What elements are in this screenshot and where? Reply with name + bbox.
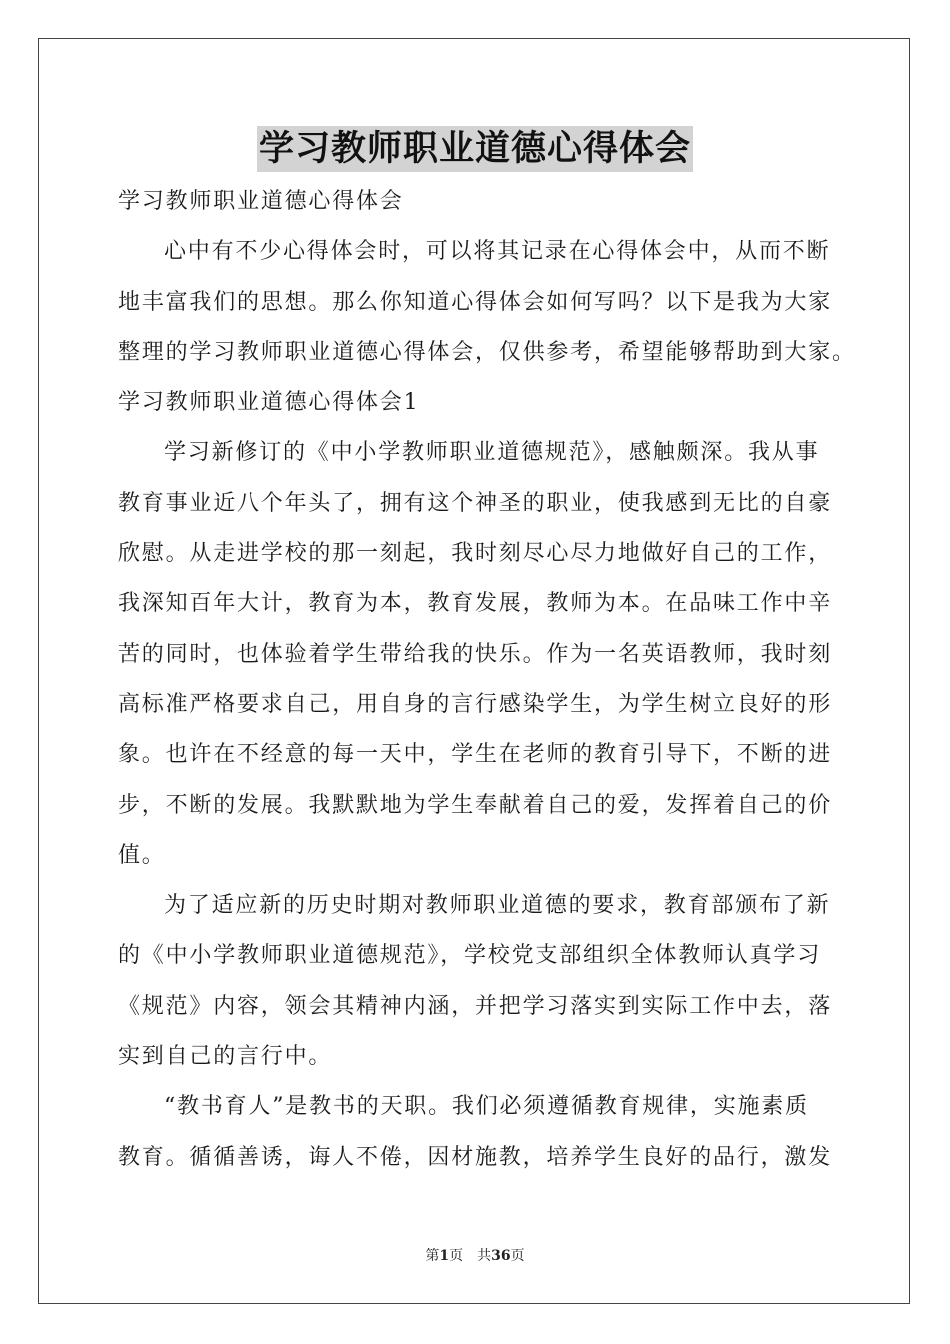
text-line: 的《中小学教师职业道德规范》，学校党支部组织全体教师认真学习 xyxy=(118,943,822,969)
text-line: 为了适应新的历史时期对教师职业道德的要求，教育部颁布了新 xyxy=(164,893,831,919)
footer-page-suffix: 页 xyxy=(449,1248,464,1264)
text-line: 实到自己的言行中。 xyxy=(118,1044,333,1070)
text-line: 高标准严格要求自己，用自身的言行感染学生，为学生树立良好的形 xyxy=(118,691,833,717)
text-line: 教育。循循善诱，诲人不倦，因材施教，培养学生良好的品行，激发 xyxy=(118,1144,833,1170)
text-line: “教书育人”是教书的天职。我们必须遵循教育规律，实施素质 xyxy=(164,1094,809,1120)
text-line: 我深知百年大计，教育为本，教育发展，教师为本。在品味工作中辛 xyxy=(118,591,833,617)
footer-total-prefix: 共 xyxy=(477,1248,492,1264)
text-line: 整理的学习教师职业道德心得体会，仅供参考，希望能够帮助到大家。 xyxy=(118,339,856,365)
footer-total-suffix: 页 xyxy=(510,1248,525,1264)
text-line: 学习新修订的《中小学教师职业道德规范》，感触颇深。我从事 xyxy=(164,440,820,466)
text-line: 教育事业近八个年头了，拥有这个神圣的职业，使我感到无比的自豪 xyxy=(118,490,833,516)
text-line: 苦的同时，也体验着学生带给我的快乐。作为一名英语教师，我时刻 xyxy=(118,641,833,667)
footer-page-prefix: 第 xyxy=(425,1248,440,1264)
text-line: 学习教师职业道德心得体会1 xyxy=(118,390,420,416)
page-footer xyxy=(0,1247,950,1265)
text-line: 《规范》内容，领会其精神内涵，并把学习落实到实际工作中去，落 xyxy=(118,993,833,1019)
document-title-wrapper xyxy=(0,126,950,172)
text-line: 学习教师职业道德心得体会 xyxy=(118,189,404,214)
text-line: 欣慰。从走进学校的那一刻起，我时刻尽心尽力地做好自己的工作， xyxy=(118,541,833,567)
text-line: 地丰富我们的思想。那么你知道心得体会如何写吗？以下是我为大家 xyxy=(118,289,833,315)
text-line: 值。 xyxy=(118,842,166,868)
footer-total-pages: 36 xyxy=(491,1248,511,1264)
document-title: 学习教师职业道德心得体会 xyxy=(257,126,693,172)
text-line: 步，不断的发展。我默默地为学生奉献着自己的爱，发挥着自己的价 xyxy=(118,792,833,818)
text-line: 心中有不少心得体会时，可以将其记录在心得体会中，从而不断 xyxy=(164,239,831,265)
footer-page-number: 1 xyxy=(439,1248,450,1264)
document-body xyxy=(118,177,856,1183)
text-line: 象。也许在不经意的每一天中，学生在老师的教育引导下，不断的进 xyxy=(118,742,833,768)
